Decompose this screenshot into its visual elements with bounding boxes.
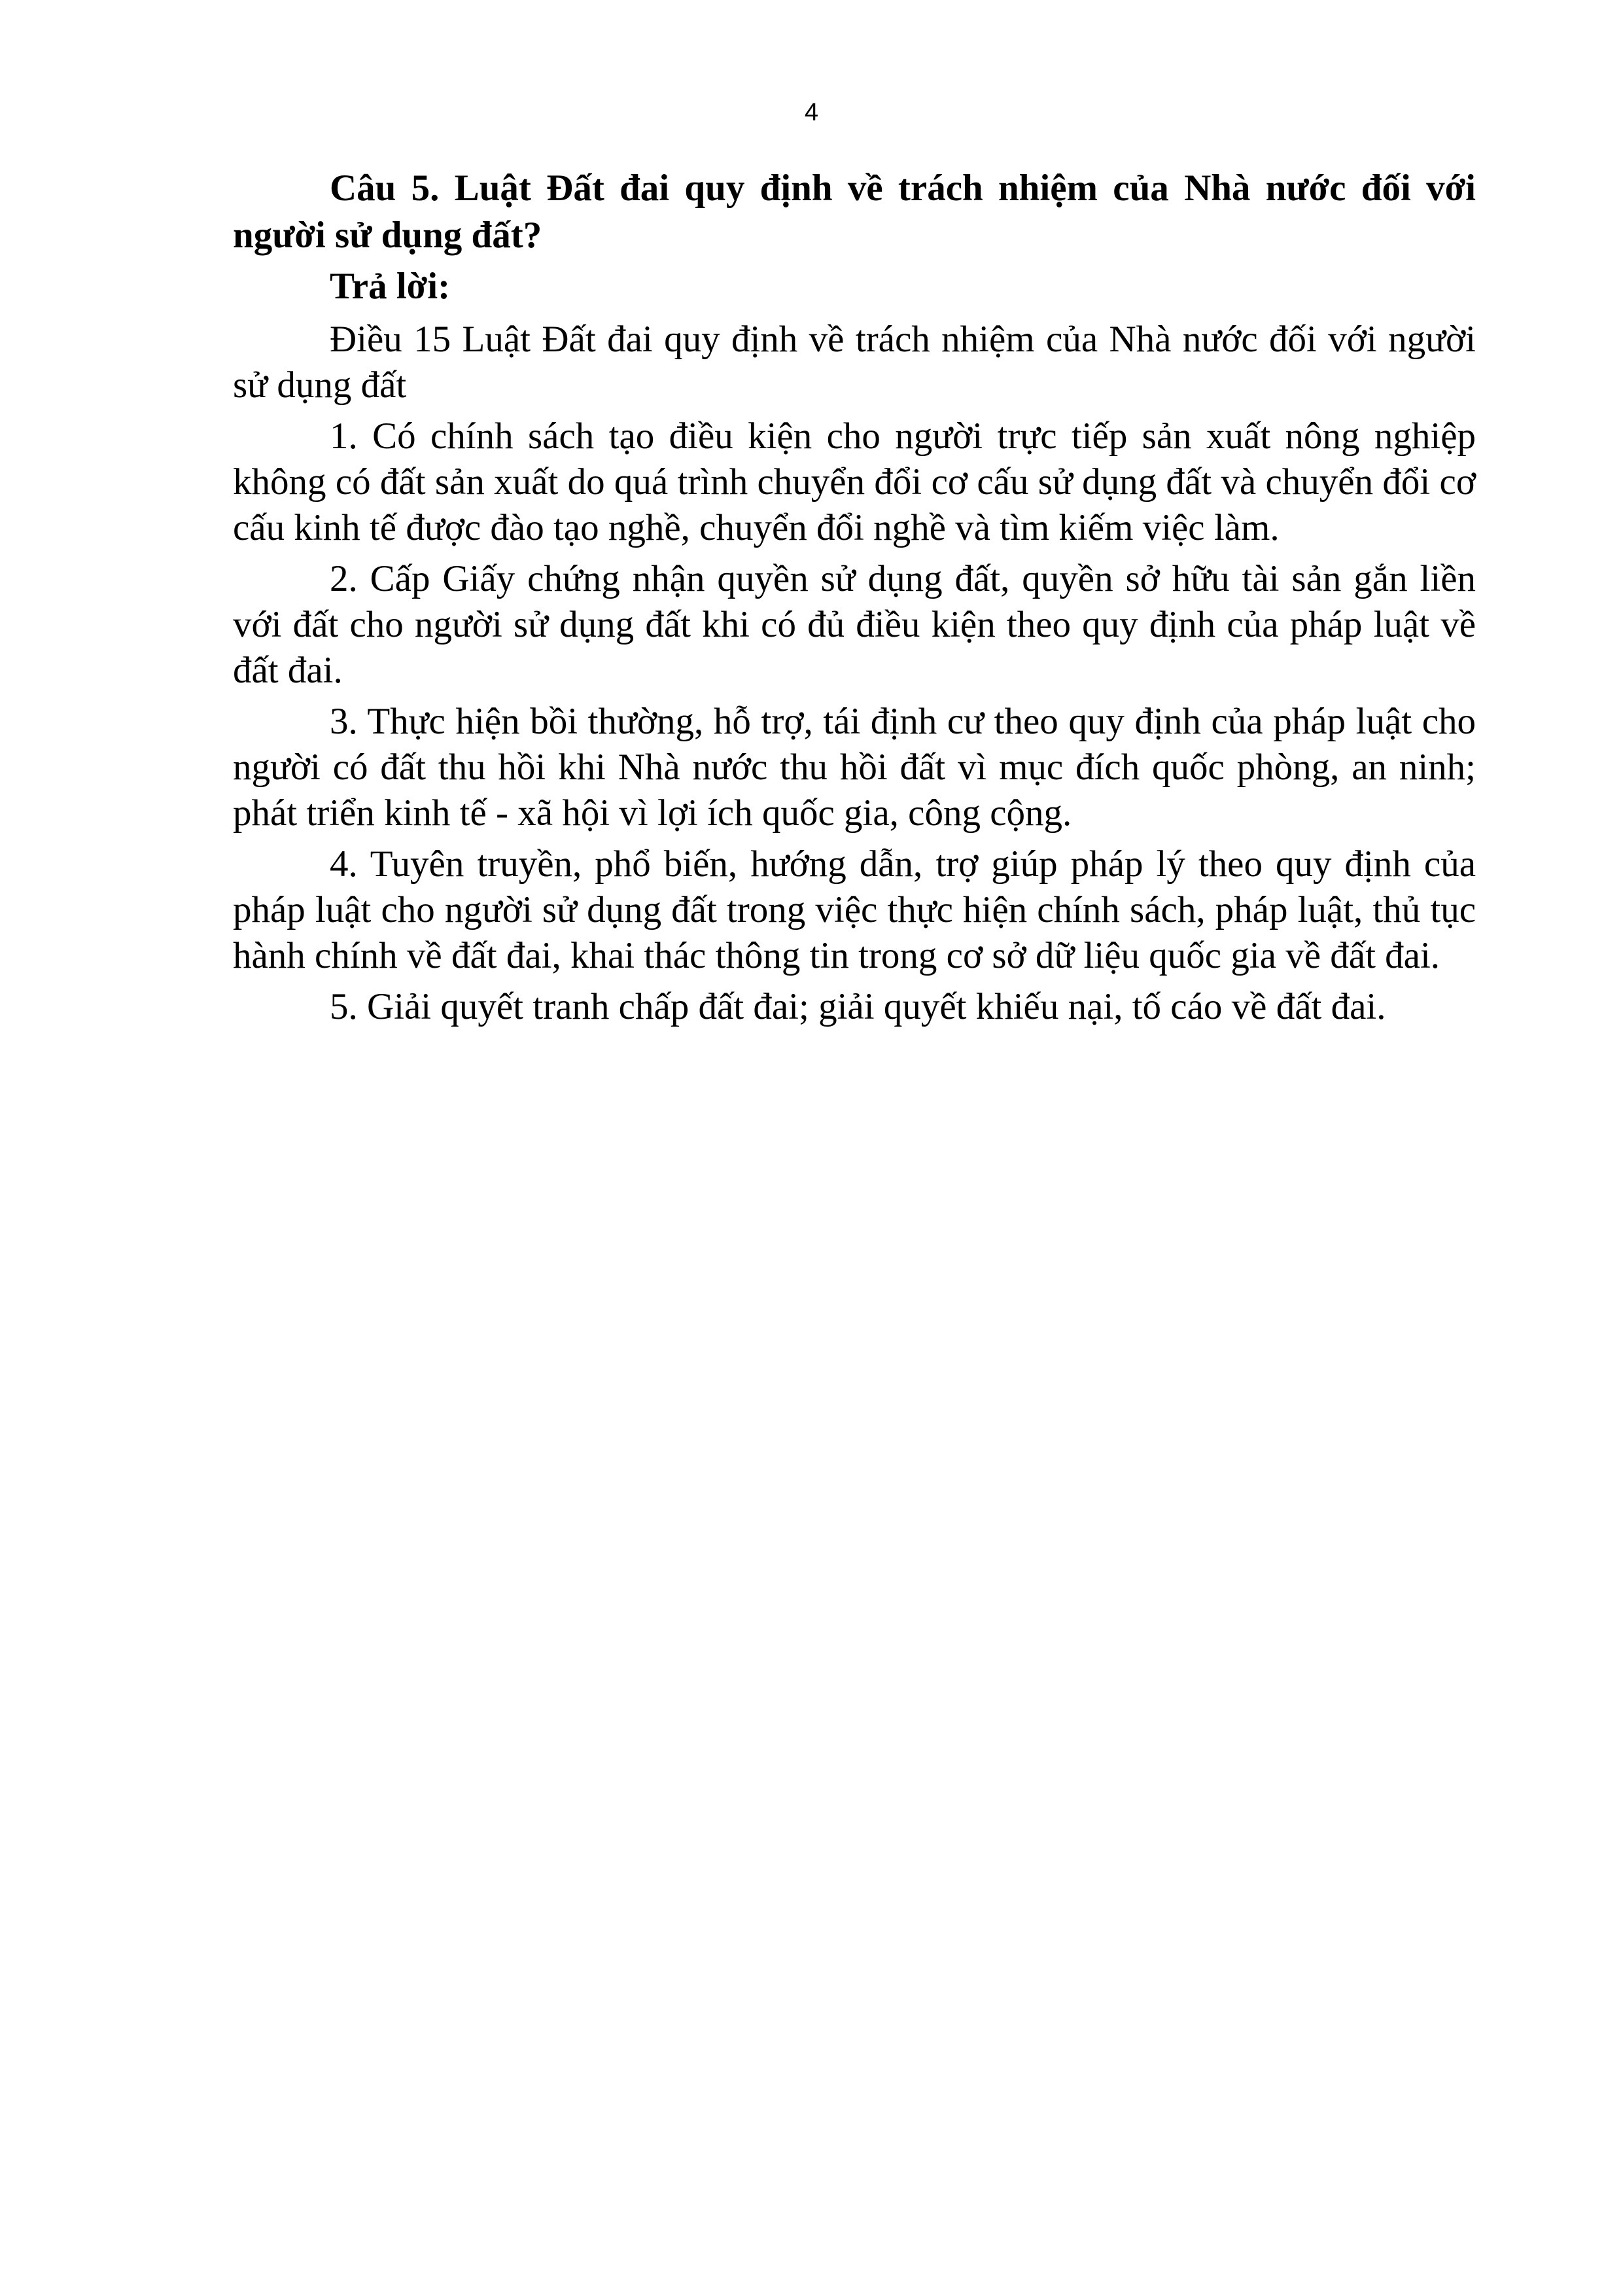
question-heading: Câu 5. Luật Đất đai quy định về trách nhiệm của Nhà nước đối với người sử dụng đất? (233, 168, 1476, 256)
answer-item-3: 3. Thực hiện bồi thường, hỗ trợ, tái định cư theo quy định của pháp luật cho người có đất thu hồi khi Nhà nước thu hồi đất vì mục đích quốc phòng, an ninh; phát triển kinh tế - xã hội vì lợi ích quốc gia, công cộng. (233, 701, 1476, 834)
answer-label: Trả lời: (330, 266, 451, 307)
answer-item-5: 5. Giải quyết tranh chấp đất đai; giải quyết khiếu nại, tố cáo về đất đai. (330, 986, 1386, 1027)
answer-item-4: 4. Tuyên truyền, phổ biến, hướng dẫn, trợ giúp pháp lý theo quy định của pháp luật cho người sử dụng đất trong việc thực hiện chính sách, pháp luật, thủ tục hành chính về đất đai, khai thác thông tin trong cơ sở dữ liệu quốc gia về đất đai. (233, 843, 1476, 976)
answer-item-1: 1. Có chính sách tạo điều kiện cho người trực tiếp sản xuất nông nghiệp không có đất sản xuất do quá trình chuyển đổi cơ cấu sử dụng đất và chuyển đổi cơ cấu kinh tế được đào tạo nghề, chuyển đổi nghề và tìm kiếm việc làm. (233, 415, 1476, 548)
document-body (233, 165, 1476, 1030)
page-number: 4 (804, 99, 819, 126)
answer-item-2: 2. Cấp Giấy chứng nhận quyền sử dụng đất, quyền sở hữu tài sản gắn liền với đất cho người sử dụng đất khi có đủ điều kiện theo quy định của pháp luật về đất đai. (233, 558, 1476, 691)
answer-intro: Điều 15 Luật Đất đai quy định về trách nhiệm của Nhà nước đối với người sử dụng đất (233, 319, 1476, 406)
